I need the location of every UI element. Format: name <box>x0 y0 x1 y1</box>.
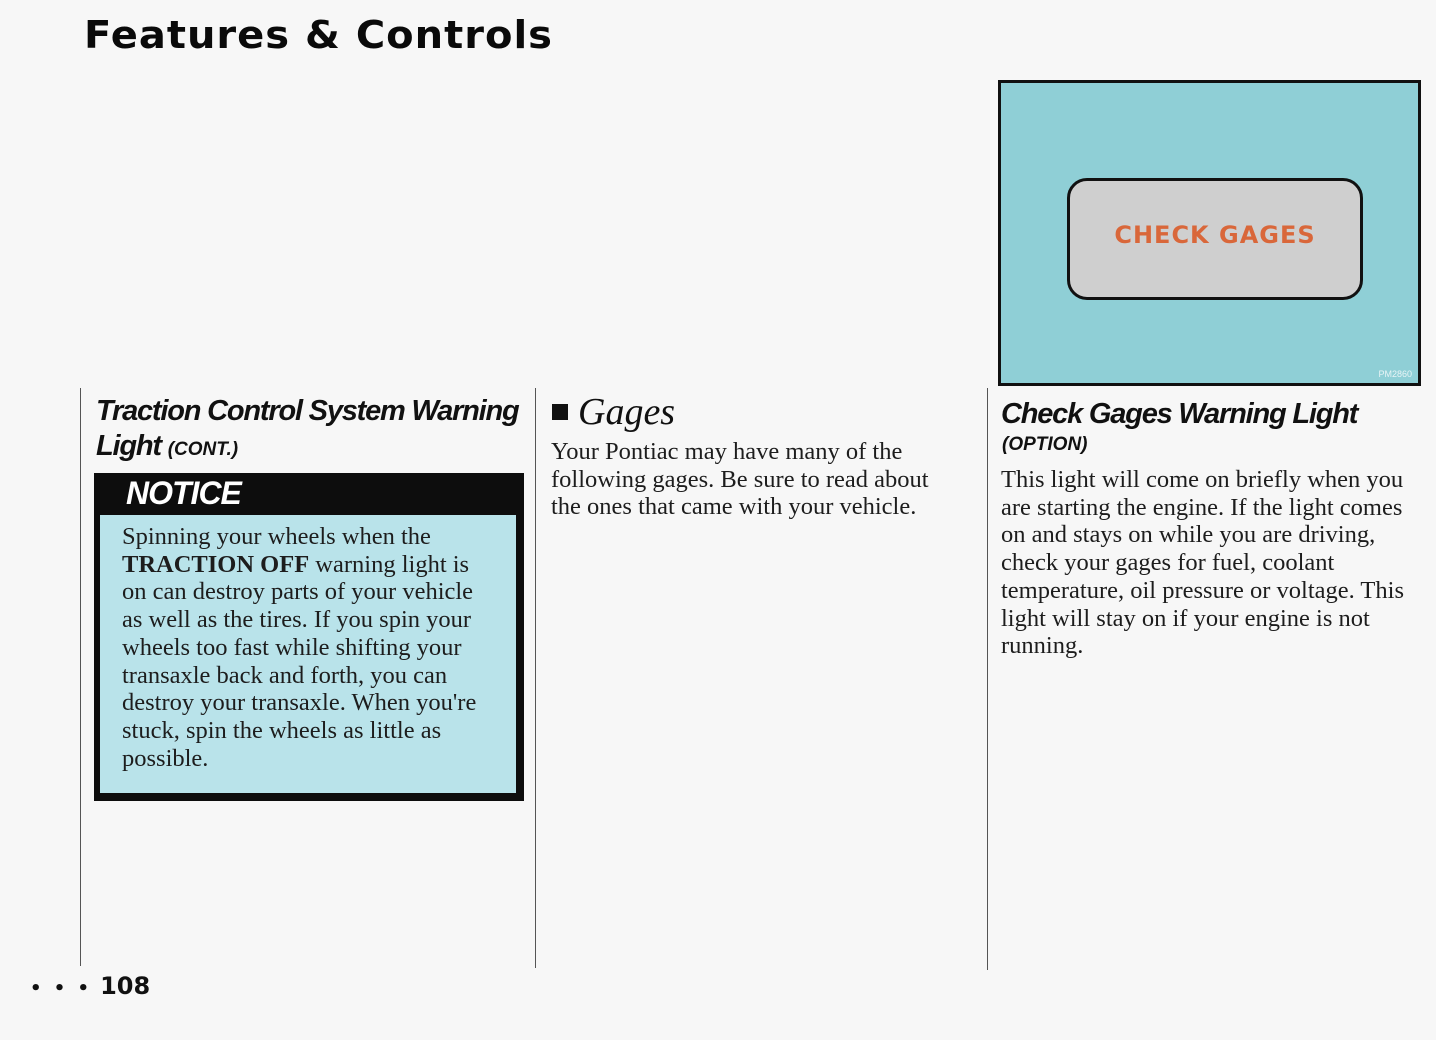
continued-label: (CONT.) <box>167 439 239 460</box>
check-gages-illustration <box>998 80 1421 386</box>
gages-heading <box>552 390 675 434</box>
notice-body <box>100 515 516 793</box>
check-gages-body: This light will come on briefly when you are starting the engine. If the light comes on and stays on while you are driving, check your gages for fuel, coolant temperature, oil pressure or voltage. This light will stay on if your engine is not running. <box>1001 466 1404 660</box>
traction-control-heading-text: Traction Control System Warning Light <box>96 395 519 462</box>
check-gages-heading: Check Gages Warning Light <box>1001 398 1358 430</box>
notice-text-start: Spinning your wheels when the <box>122 523 431 550</box>
check-gages-lamp-text: CHECK GAGES <box>1114 221 1316 249</box>
illustration-code: PM2860 <box>1378 369 1412 379</box>
traction-off-term: TRACTION OFF <box>122 550 310 578</box>
traction-control-heading <box>96 394 526 467</box>
gages-heading-text: Gages <box>578 391 676 433</box>
check-gages-lamp <box>1067 178 1363 300</box>
page-number-dots: • • • <box>30 978 93 999</box>
gages-body: Your Pontiac may have many of the following gages. Be sure to read about the ones that came with your vehicle. <box>551 438 929 521</box>
column-divider-middle <box>535 388 536 968</box>
column-divider-right <box>987 388 988 970</box>
square-bullet-icon <box>552 404 568 420</box>
notice-text-end: warning light is on can destroy parts of your vehicle as well as the tires. If you spin your wheels too fast while shifting your transaxle back and forth, you can destroy your transaxle. When you're stuck, spin the wheels as little as possible. <box>122 550 477 772</box>
page-title: Features & Controls <box>84 14 553 58</box>
notice-box <box>94 473 524 801</box>
notice-title: NOTICE <box>126 475 241 511</box>
column-divider-left <box>80 388 81 966</box>
page-number-value: 108 <box>100 972 151 1000</box>
option-label: (OPTION) <box>1002 434 1088 455</box>
page-number <box>30 972 150 1000</box>
